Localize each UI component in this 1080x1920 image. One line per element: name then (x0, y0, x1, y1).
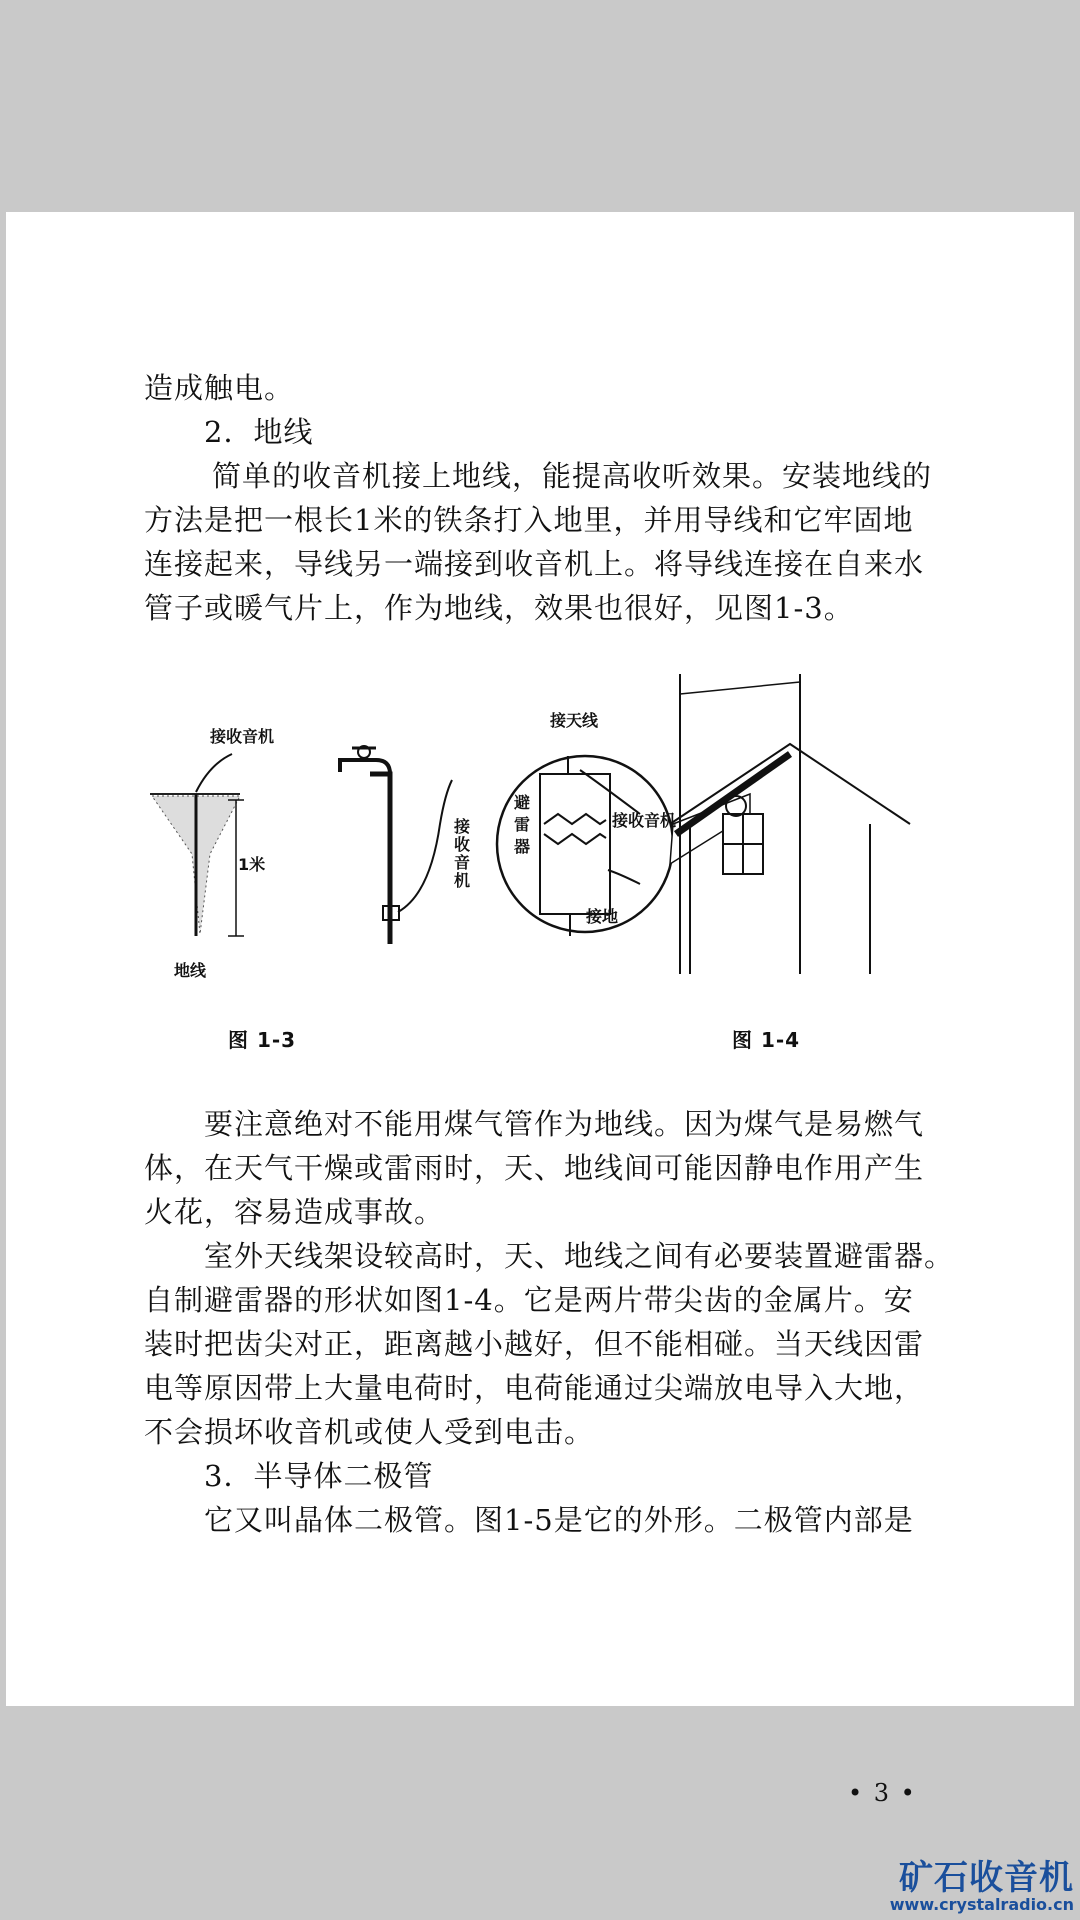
figure-illustration (140, 674, 940, 994)
paragraph-line: 简单的收音机接上地线，能提高收听效果。安装地线的 (212, 459, 933, 493)
document-page (6, 212, 1074, 1807)
label-ground-wire: 地线 (174, 961, 207, 980)
label-to-radio-v3: 音 (454, 853, 471, 872)
section-heading-diode: 3．半导体二极管 (204, 1459, 434, 1493)
paragraph-line: 不会损坏收音机或使人受到电击。 (144, 1415, 595, 1449)
figure-caption-1-3: 图 1-3 (228, 1028, 297, 1052)
label-to-antenna: 接天线 (550, 711, 599, 730)
section-heading-ground-wire: 2．地线 (204, 415, 314, 449)
label-to-radio-v2: 收 (454, 835, 471, 854)
watermark-url: www.crystalradio.cn (889, 1895, 1074, 1914)
paragraph-line: 方法是把一根长1米的铁条打入地里，并用导线和它牢固地 (144, 503, 914, 537)
label-one-meter: 1米 (238, 855, 266, 874)
label-to-radio-v1: 接 (454, 817, 471, 836)
label-to-radio-v4: 机 (454, 871, 471, 890)
label-arrester-v2: 雷 (514, 815, 531, 834)
paragraph-line: 室外天线架设较高时，天、地线之间有必要装置避雷器。 (204, 1239, 955, 1273)
paragraph-line: 管子或暖气片上，作为地线，效果也很好，见图1-3。 (144, 591, 854, 625)
text-line: 造成触电。 (144, 371, 295, 405)
paragraph-line: 火花，容易造成事故。 (144, 1195, 445, 1229)
site-watermark (890, 1860, 1074, 1914)
label-arrester-to-radio: 接收音机 (612, 811, 677, 830)
label-arrester-v1: 避 (514, 793, 531, 812)
paragraph-line: 连接起来，导线另一端接到收音机上。将导线连接在自来水 (144, 547, 925, 581)
page-number: • 3 • (848, 1779, 917, 1807)
label-to-ground: 接地 (586, 907, 619, 926)
label-to-radio: 接收音机 (210, 727, 275, 746)
label-arrester-v3: 器 (514, 837, 531, 856)
watermark-brand: 矿石收音机 (899, 1858, 1074, 1898)
paragraph-line: 装时把齿尖对正，距离越小越好，但不能相碰。当天线因雷 (144, 1327, 925, 1361)
lightning-arrester-drawing (497, 756, 750, 936)
paragraph-line: 它又叫晶体二极管。图1-5是它的外形。二极管内部是 (204, 1503, 914, 1537)
ground-stake-drawing (150, 754, 244, 936)
paragraph-line: 要注意绝对不能用煤气管作为地线。因为煤气是易燃气 (204, 1107, 925, 1141)
figure-caption-1-4: 图 1-4 (732, 1028, 801, 1052)
paragraph-line: 体，在天气干燥或雷雨时，天、地线间可能因静电作用产生 (144, 1151, 925, 1185)
paragraph-line: 电等原因带上大量电荷时，电荷能通过尖端放电导入大地， (144, 1371, 925, 1405)
water-pipe-drawing (340, 746, 452, 944)
paragraph-line: 自制避雷器的形状如图1-4。它是两片带尖齿的金属片。安 (144, 1283, 914, 1317)
